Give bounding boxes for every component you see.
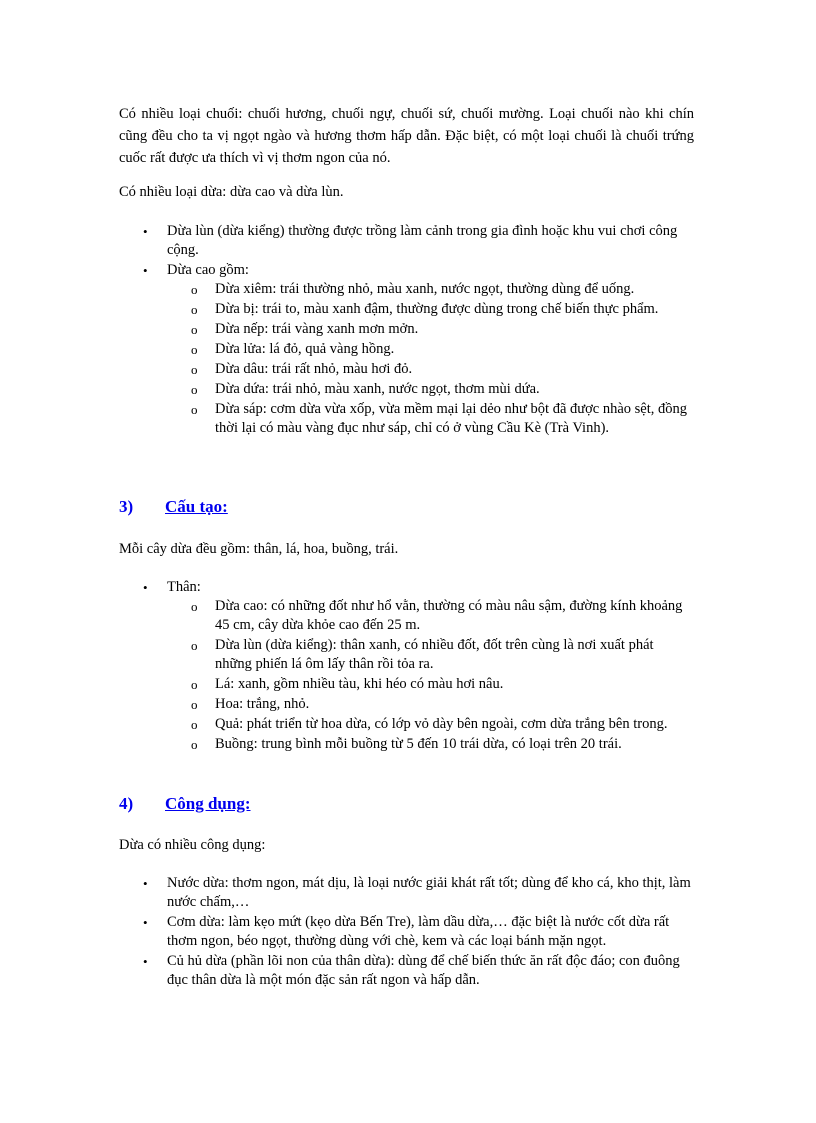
- sublist-item-text: Quả: phát triển từ hoa dừa, có lớp vỏ dày bên ngoài, cơm dừa trắng bên trong.: [215, 716, 668, 732]
- paragraph-uses-intro: Dừa có nhiều công dụng:: [119, 837, 266, 853]
- circle-bullet-icon: o: [191, 322, 198, 337]
- list-item: [119, 222, 694, 260]
- sublist-item: [167, 715, 694, 734]
- bullet-icon: •: [143, 915, 148, 930]
- circle-bullet-icon: o: [191, 717, 198, 732]
- sublist-item: [167, 636, 694, 674]
- section-title: Cấu tạo:: [165, 497, 228, 516]
- sublist-item: [167, 675, 694, 694]
- sublist-item: [167, 400, 694, 438]
- coconut-types-list: [119, 222, 694, 439]
- list-item: [119, 578, 694, 754]
- bullet-icon: •: [143, 224, 148, 239]
- circle-bullet-icon: o: [191, 697, 198, 712]
- list-item: [119, 913, 694, 951]
- list-item-text: Thân:: [167, 579, 201, 595]
- circle-bullet-icon: o: [191, 382, 198, 397]
- tall-coconut-sublist: [167, 280, 694, 438]
- circle-bullet-icon: o: [191, 677, 198, 692]
- list-item: [119, 874, 694, 912]
- list-item: [119, 261, 694, 438]
- list-item: [119, 952, 694, 990]
- bullet-icon: •: [143, 954, 148, 969]
- circle-bullet-icon: o: [191, 737, 198, 752]
- sublist-item: [167, 695, 694, 714]
- circle-bullet-icon: o: [191, 402, 198, 417]
- structure-sublist: [167, 597, 694, 754]
- bullet-icon: •: [143, 263, 148, 278]
- sublist-item-text: Dừa dâu: trái rất nhỏ, màu hơi đỏ.: [215, 361, 413, 377]
- circle-bullet-icon: o: [191, 342, 198, 357]
- list-item-text: Cơm dừa: làm kẹo mứt (kẹo dừa Bến Tre), làm dầu dừa,… đặc biệt là nước cốt dừa rất thơm ngon, béo ngọt, thường dùng với chè, kem và các loại bánh mặn ngọt.: [167, 914, 670, 949]
- sublist-item-text: Buồng: trung bình mỗi buồng từ 5 đến 10 trái dừa, có loại trên 20 trái.: [215, 736, 622, 752]
- section-number: 3): [119, 497, 134, 516]
- sublist-item-text: Dừa sáp: cơm dừa vừa xốp, vừa mềm mại lại dẻo như bột đã được nhào sệt, đồng thời lại có màu vàng đục như sáp, chỉ có ở vùng Cầu Kè (Trà Vinh).: [215, 401, 688, 436]
- bullet-icon: •: [143, 876, 148, 891]
- paragraph-banana: Có nhiều loại chuối: chuối hương, chuối ngự, chuối sứ, chuối mường. Loại chuối nào khi chín cũng đều cho ta vị ngọt ngào và hương thơm hấp dẫn. Đặc biệt, có một loại chuối là chuối trứng cuốc rất được ưa thích vì vị thơm ngon của nó.: [119, 106, 694, 166]
- sublist-item: [167, 280, 694, 299]
- paragraph-structure-intro: Mỗi cây dừa đều gồm: thân, lá, hoa, buồng, trái.: [119, 541, 399, 557]
- circle-bullet-icon: o: [191, 302, 198, 317]
- structure-list: [119, 578, 694, 755]
- circle-bullet-icon: o: [191, 638, 198, 653]
- sublist-item-text: Dừa bị: trái to, màu xanh đậm, thường được dùng trong chế biến thực phẩm.: [215, 301, 659, 317]
- list-item-text: Củ hủ dừa (phần lõi non của thân dừa): dùng để chế biến thức ăn rất độc đáo; con đuông đục thân dừa là một món đặc sản rất ngon và hấp dẫn.: [167, 953, 680, 988]
- sublist-item: [167, 340, 694, 359]
- circle-bullet-icon: o: [191, 362, 198, 377]
- sublist-item: [167, 360, 694, 379]
- section-number: 4): [119, 794, 134, 813]
- sublist-item-text: Dừa lửa: lá đỏ, quả vàng hồng.: [215, 341, 395, 357]
- sublist-item-text: Dừa cao: có những đốt như hổ vằn, thường có màu nâu sậm, đường kính khoảng 45 cm, cây dừa khỏe cao đến 25 m.: [215, 598, 683, 633]
- sublist-item: [167, 320, 694, 339]
- list-item-text: Dừa lùn (dừa kiểng) thường được trồng làm cảnh trong gia đình hoặc khu vui chơi công cộng.: [167, 223, 678, 258]
- sublist-item: [167, 380, 694, 399]
- circle-bullet-icon: o: [191, 599, 198, 614]
- sublist-item-text: Hoa: trắng, nhỏ.: [215, 696, 310, 712]
- sublist-item-text: Dừa nếp: trái vàng xanh mơn mởn.: [215, 321, 419, 337]
- section-title: Công dụng:: [165, 794, 251, 813]
- sublist-item-text: Lá: xanh, gồm nhiều tàu, khi héo có màu hơi nâu.: [215, 676, 504, 692]
- section-heading-uses: [119, 793, 251, 815]
- list-item-text: Dừa cao gồm:: [167, 262, 249, 278]
- list-item-text: Nước dừa: thơm ngon, mát dịu, là loại nước giải khát rất tốt; dùng để kho cá, kho thịt, làm nước chấm,…: [167, 875, 691, 910]
- sublist-item-text: Dừa xiêm: trái thường nhỏ, màu xanh, nước ngọt, thường dùng để uống.: [215, 281, 635, 297]
- sublist-item-text: Dừa lùn (dừa kiểng): thân xanh, có nhiều đốt, đốt trên cùng là nơi xuất phát những phiến lá ôm lấy thân rồi tỏa ra.: [215, 637, 654, 672]
- section-heading-structure: [119, 496, 228, 518]
- paragraph-coconut-types: Có nhiều loại dừa: dừa cao và dừa lùn.: [119, 184, 344, 200]
- circle-bullet-icon: o: [191, 282, 198, 297]
- sublist-item: [167, 735, 694, 754]
- sublist-item-text: Dừa dứa: trái nhỏ, màu xanh, nước ngọt, thơm mùi dứa.: [215, 381, 540, 397]
- sublist-item: [167, 300, 694, 319]
- bullet-icon: •: [143, 580, 148, 595]
- uses-list: [119, 874, 694, 991]
- sublist-item: [167, 597, 694, 635]
